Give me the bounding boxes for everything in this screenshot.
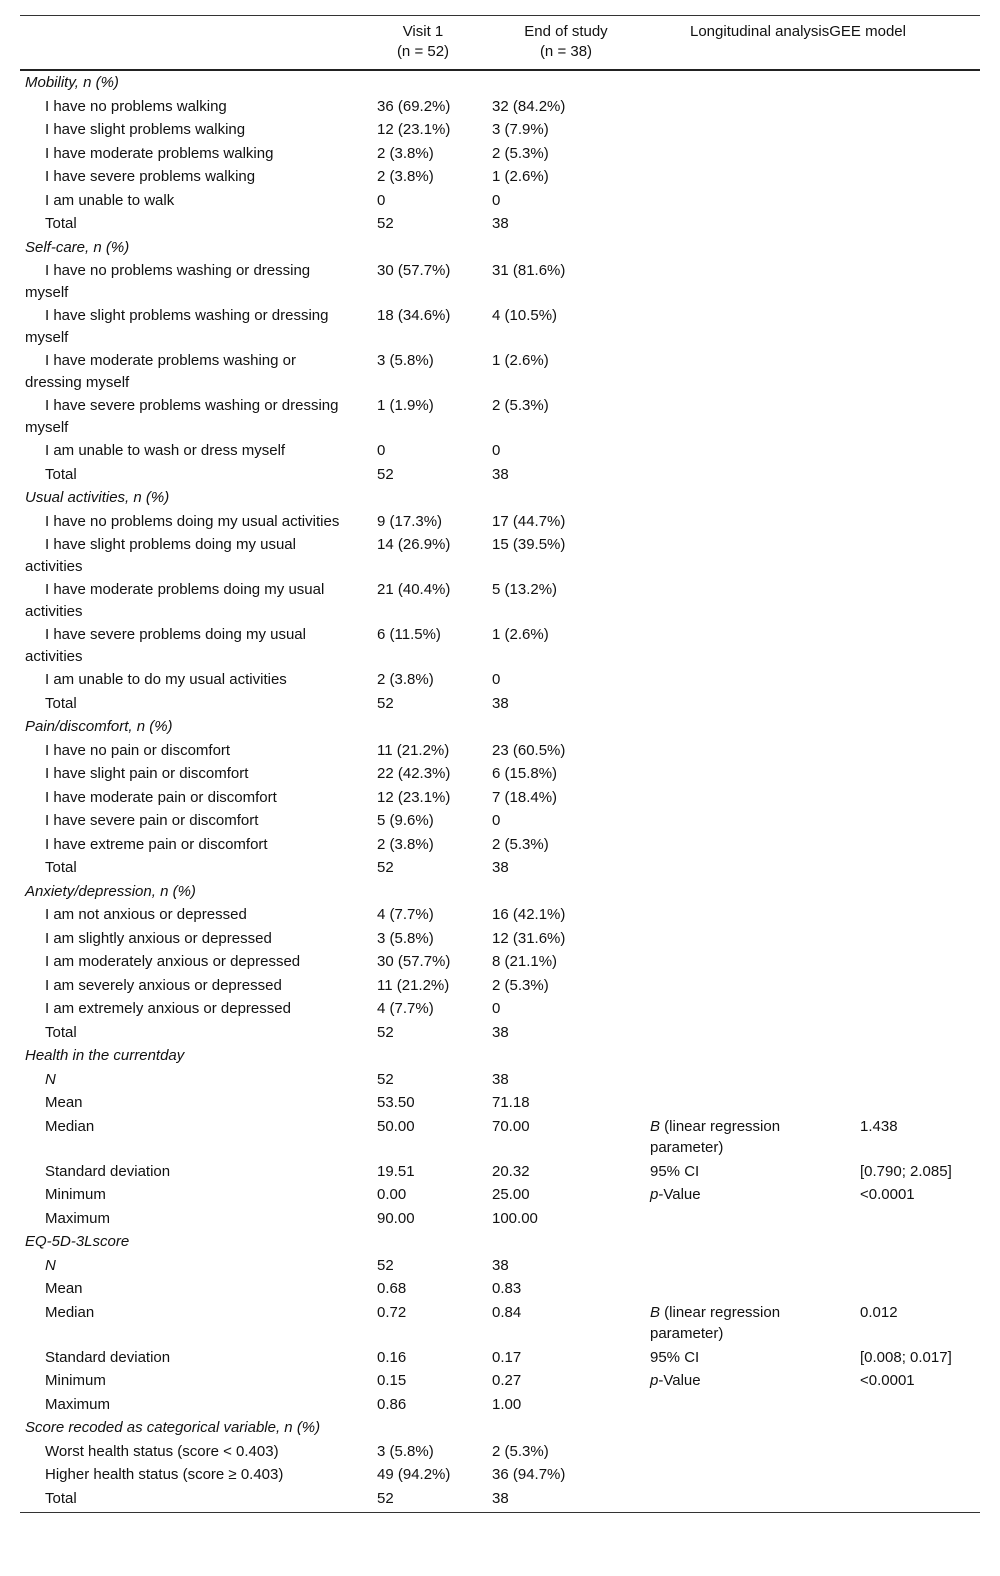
table-row	[20, 1301, 980, 1346]
row-label: I have severe problems washing or dressing myself	[25, 397, 339, 436]
end-value: 2 (5.3%)	[492, 397, 549, 414]
row-label: Maximum	[45, 1395, 111, 1413]
stat-value: 1.438	[860, 1117, 898, 1135]
end-value: 70.00	[492, 1117, 530, 1135]
end-value: 0.17	[492, 1348, 522, 1366]
end-value: 100.00	[492, 1209, 538, 1227]
visit1-value: 52	[377, 859, 394, 876]
end-value: 38	[486, 1487, 646, 1513]
table-row	[20, 1369, 980, 1393]
visit1-value: 36 (69.2%)	[377, 97, 451, 115]
row-label: I am moderately anxious or depressed	[45, 953, 301, 970]
table-row	[20, 1277, 980, 1301]
visit1-value: 50.00	[377, 1117, 415, 1135]
end-value: 38	[492, 1023, 509, 1041]
end-value: 4 (10.5%)	[492, 307, 558, 324]
visit1-value: 9 (17.3%)	[377, 512, 443, 530]
end-value: 2 (5.3%)	[492, 835, 549, 853]
visit1-value: 52	[377, 1256, 394, 1274]
end-value: 0	[492, 671, 501, 688]
table-row	[20, 692, 980, 716]
end-value: 0	[492, 191, 501, 209]
end-value: 38	[492, 859, 509, 876]
visit1-value: 2 (3.8%)	[377, 144, 434, 162]
row-label: Total	[45, 215, 77, 232]
visit1-value: 12 (23.1%)	[377, 121, 451, 138]
section-title: Usual activities, n (%)	[25, 489, 170, 506]
section-title: Anxiety/depression, n (%)	[25, 882, 196, 900]
table-row	[20, 394, 980, 439]
visit1-value: 0	[377, 191, 386, 209]
row-label: Total	[20, 1487, 360, 1513]
end-value: 38	[492, 465, 509, 483]
table-row	[20, 1207, 980, 1231]
stat-label: p-Value	[650, 1186, 701, 1203]
end-value: 1 (2.6%)	[492, 168, 549, 185]
row-label: I have severe problems doing my usual activities	[25, 626, 306, 665]
table-row	[20, 786, 980, 810]
row-label: Total	[45, 465, 77, 483]
end-value: 38	[492, 694, 509, 712]
end-value: 38	[492, 1070, 509, 1088]
end-value: 1 (2.6%)	[492, 352, 549, 369]
table-row	[20, 997, 980, 1021]
section-row	[20, 1044, 980, 1068]
visit1-value: 2 (3.8%)	[377, 671, 434, 688]
header-visit1: Visit 1 (n = 52)	[360, 16, 486, 71]
section-row	[20, 715, 980, 739]
table-row	[20, 510, 980, 534]
visit1-value: 22 (42.3%)	[377, 765, 451, 782]
visit1-value: 52	[360, 1487, 486, 1513]
row-label: I have slight problems washing or dressing myself	[25, 307, 329, 346]
stat-label: 95% CI	[650, 1348, 700, 1366]
section-title: Score recoded as categorical variable, n (%)	[25, 1419, 321, 1436]
stat-value: [0.008; 0.017]	[860, 1348, 952, 1366]
table-row	[20, 668, 980, 692]
row-label: Mean	[45, 1280, 83, 1297]
table-row	[20, 974, 980, 998]
visit1-value: 4 (7.7%)	[377, 1000, 434, 1017]
row-label: Higher health status (score ≥ 0.403)	[45, 1466, 284, 1483]
end-value: 12 (31.6%)	[492, 929, 566, 947]
header-end-of-study: End of study (n = 38)	[486, 16, 646, 71]
row-label: Total	[45, 859, 77, 876]
visit1-value: 0.68	[377, 1280, 407, 1297]
table-row	[20, 533, 980, 578]
visit1-value: 3 (5.8%)	[377, 1442, 434, 1460]
section-title: Pain/discomfort, n (%)	[25, 718, 173, 735]
end-value: 0	[492, 1000, 501, 1017]
row-label: I have slight problems doing my usual activities	[25, 536, 296, 575]
row-label: Mean	[45, 1094, 83, 1111]
section-row	[20, 236, 980, 260]
table-row	[20, 927, 980, 951]
table-row	[20, 578, 980, 623]
table-row	[20, 304, 980, 349]
table-row	[20, 1115, 980, 1160]
row-label: I have no problems doing my usual activities	[45, 512, 340, 530]
end-value: 36 (94.7%)	[492, 1466, 566, 1483]
row-label: I have moderate problems doing my usual activities	[25, 581, 325, 620]
section-row	[20, 1230, 980, 1254]
row-label: I have severe pain or discomfort	[45, 812, 259, 829]
visit1-value: 49 (94.2%)	[377, 1466, 451, 1483]
end-value: 0.83	[492, 1280, 522, 1297]
end-value: 1.00	[492, 1395, 522, 1413]
end-value: 7 (18.4%)	[492, 788, 558, 806]
visit1-value: 0.00	[377, 1186, 407, 1203]
table-row	[20, 1346, 980, 1370]
visit1-value: 3 (5.8%)	[377, 929, 434, 947]
table-row	[20, 1091, 980, 1115]
visit1-value: 3 (5.8%)	[377, 352, 434, 369]
row-label: Minimum	[45, 1372, 106, 1389]
row-label: N	[45, 1256, 56, 1274]
visit1-value: 6 (11.5%)	[377, 626, 441, 643]
stat-value: <0.0001	[860, 1372, 915, 1389]
visit1-value: 0.72	[377, 1303, 407, 1321]
end-value: 38	[492, 215, 509, 232]
row-label: I have moderate problems walking	[45, 144, 274, 162]
section-row	[20, 486, 980, 510]
table-row	[20, 118, 980, 142]
section-title: Mobility, n (%)	[25, 74, 119, 91]
table-row	[20, 439, 980, 463]
row-label: Total	[45, 1023, 77, 1041]
visit1-value: 11 (21.2%)	[377, 976, 450, 994]
stat-value: [0.790; 2.085]	[860, 1162, 952, 1180]
end-value: 23 (60.5%)	[492, 741, 566, 759]
table-row	[20, 623, 980, 668]
end-value: 2 (5.3%)	[492, 1442, 549, 1460]
end-value: 71.18	[492, 1094, 530, 1111]
end-value: 38	[492, 1256, 509, 1274]
table-row	[20, 463, 980, 487]
stat-label: p-Value	[650, 1372, 701, 1389]
stat-value: 0.012	[860, 1303, 898, 1321]
section-title: Self-care, n (%)	[25, 238, 130, 256]
table-row	[20, 1160, 980, 1184]
table-row	[20, 762, 980, 786]
end-value: 31 (81.6%)	[492, 262, 566, 279]
end-value: 0	[492, 442, 501, 459]
table-row	[20, 142, 980, 166]
table-row	[20, 165, 980, 189]
section-row	[20, 70, 980, 95]
row-label: I am severely anxious or depressed	[45, 976, 282, 994]
visit1-value: 21 (40.4%)	[377, 581, 451, 598]
table-header	[20, 16, 980, 71]
section-row	[20, 1416, 980, 1440]
row-label: Total	[45, 694, 77, 712]
end-value: 0	[492, 812, 501, 829]
row-label: Minimum	[45, 1186, 106, 1203]
row-label: I have no problems washing or dressing myself	[25, 262, 311, 301]
row-label: I have moderate pain or discomfort	[45, 788, 277, 806]
visit1-value: 53.50	[377, 1094, 415, 1111]
visit1-value: 52	[377, 1023, 394, 1041]
visit1-value: 11 (21.2%)	[377, 741, 450, 759]
end-value: 8 (21.1%)	[492, 953, 558, 970]
table-row	[20, 1487, 980, 1513]
row-label: I have severe problems walking	[45, 168, 256, 185]
visit1-value: 30 (57.7%)	[377, 953, 451, 970]
table-row	[20, 1068, 980, 1092]
stat-label: B (linear regression parameter)	[650, 1303, 781, 1342]
section-title: Health in the currentday	[25, 1047, 185, 1064]
row-label: Worst health status (score < 0.403)	[45, 1442, 279, 1460]
row-label: I am unable to do my usual activities	[45, 671, 287, 688]
end-value: 15 (39.5%)	[492, 536, 566, 553]
end-value: 2 (5.3%)	[492, 976, 549, 994]
table-row	[20, 809, 980, 833]
table-row	[20, 1393, 980, 1417]
visit1-value: 5 (9.6%)	[377, 812, 434, 829]
table-row	[20, 95, 980, 119]
end-value: 17 (44.7%)	[492, 512, 566, 530]
visit1-value: 12 (23.1%)	[377, 788, 451, 806]
visit1-value: 2 (3.8%)	[377, 168, 434, 185]
row-label: I have moderate problems washing or dressing myself	[25, 352, 296, 391]
section-title: EQ-5D-3Lscore	[25, 1233, 130, 1250]
row-label: Standard deviation	[45, 1348, 171, 1366]
visit1-value: 18 (34.6%)	[377, 307, 451, 324]
eq5d-results-table	[20, 15, 980, 1513]
table-row	[20, 349, 980, 394]
visit1-value: 30 (57.7%)	[377, 262, 451, 279]
table-row	[20, 856, 980, 880]
row-label: Median	[45, 1303, 95, 1321]
row-label: I am unable to wash or dress myself	[45, 442, 286, 459]
row-label: I have no problems walking	[45, 97, 227, 115]
stat-label: 95% CI	[650, 1162, 700, 1180]
visit1-value: 52	[377, 215, 394, 232]
table-row	[20, 950, 980, 974]
section-row	[20, 880, 980, 904]
table-row	[20, 189, 980, 213]
table-row	[20, 1183, 980, 1207]
end-value: 1 (2.6%)	[492, 626, 549, 643]
table-row	[20, 833, 980, 857]
row-label: I have extreme pain or discomfort	[45, 835, 268, 853]
visit1-value: 52	[377, 1070, 394, 1088]
table-body	[20, 70, 980, 1513]
table-row	[20, 259, 980, 304]
header-longitudinal: Longitudinal analysisGEE model	[646, 16, 980, 71]
end-value: 32 (84.2%)	[492, 97, 566, 115]
visit1-value: 0.15	[377, 1372, 407, 1389]
visit1-value: 0.16	[377, 1348, 407, 1366]
end-value: 16 (42.1%)	[492, 906, 566, 923]
row-label: I have slight pain or discomfort	[45, 765, 249, 782]
table-row	[20, 212, 980, 236]
end-value: 5 (13.2%)	[492, 581, 558, 598]
visit1-value: 52	[377, 694, 394, 712]
table-row	[20, 1254, 980, 1278]
visit1-value: 52	[377, 465, 394, 483]
row-label: I have slight problems walking	[45, 121, 246, 138]
visit1-value: 0	[377, 442, 386, 459]
visit1-value: 4 (7.7%)	[377, 906, 434, 923]
visit1-value: 1 (1.9%)	[377, 397, 434, 414]
row-label: I have no pain or discomfort	[45, 741, 231, 759]
visit1-value: 14 (26.9%)	[377, 536, 451, 553]
table-row	[20, 1463, 980, 1487]
row-label: I am slightly anxious or depressed	[45, 929, 272, 947]
row-label: Median	[45, 1117, 95, 1135]
row-label: I am unable to walk	[45, 191, 175, 209]
stat-value: <0.0001	[860, 1186, 915, 1203]
row-label: Standard deviation	[45, 1162, 171, 1180]
table-row	[20, 903, 980, 927]
row-label: I am extremely anxious or depressed	[45, 1000, 291, 1017]
end-value: 0.27	[492, 1372, 522, 1389]
visit1-value: 19.51	[377, 1162, 415, 1180]
end-value: 6 (15.8%)	[492, 765, 558, 782]
row-label: Maximum	[45, 1209, 111, 1227]
table-row	[20, 1440, 980, 1464]
end-value: 2 (5.3%)	[492, 144, 549, 162]
visit1-value: 0.86	[377, 1395, 407, 1413]
table-row	[20, 1021, 980, 1045]
stat-label: B (linear regression parameter)	[650, 1117, 781, 1156]
header-empty	[20, 16, 360, 71]
row-label: I am not anxious or depressed	[45, 906, 247, 923]
table-row	[20, 739, 980, 763]
end-value: 20.32	[492, 1162, 530, 1180]
visit1-value: 2 (3.8%)	[377, 835, 434, 853]
row-label: N	[45, 1070, 56, 1088]
end-value: 3 (7.9%)	[492, 121, 549, 138]
end-value: 0.84	[492, 1303, 522, 1321]
visit1-value: 90.00	[377, 1209, 415, 1227]
end-value: 25.00	[492, 1186, 530, 1203]
